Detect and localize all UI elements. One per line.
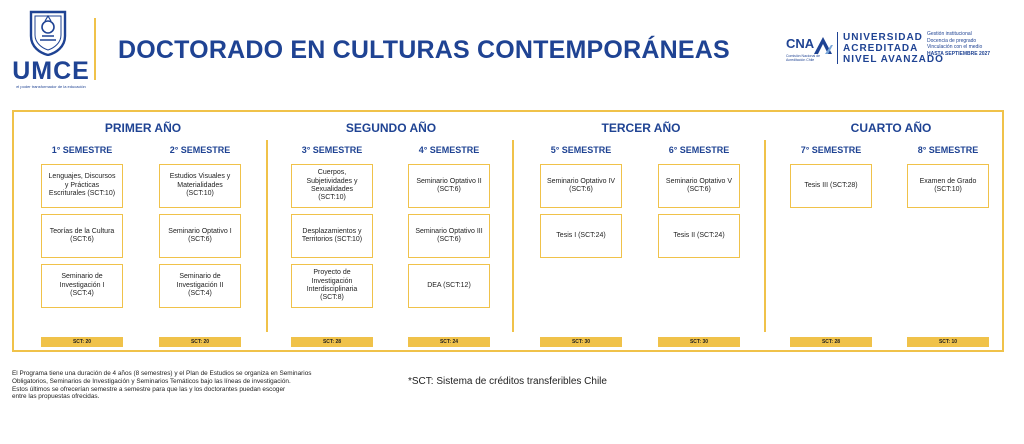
semester-3-sct: SCT: 28 (291, 337, 373, 347)
cna-divider (837, 32, 838, 64)
course-seminario-optativo-4: Seminario Optativo IV (SCT:6) (540, 164, 622, 208)
cna-area-1: Gestión institucional (927, 31, 972, 37)
course-tesis-2: Tesis II (SCT:24) (658, 214, 740, 258)
program-description-line: El Programa tiene una duración de 4 años (8 semestres) y el Plan de Estudios se organiza en Seminarios (12, 370, 312, 377)
year-divider (512, 140, 514, 332)
semester-8-label: 8° SEMESTRE (917, 145, 979, 155)
year-heading-1: PRIMER AÑO (104, 121, 182, 135)
course-tesis-3: Tesis III (SCT:28) (790, 164, 872, 208)
sct-footnote: *SCT: Sistema de créditos transferibles Chile (408, 376, 607, 387)
course-seminario-investigacion-2: Seminario de Investigación II (SCT:4) (159, 264, 241, 308)
course-seminario-optativo-2: Seminario Optativo II (SCT:6) (408, 164, 490, 208)
year-heading-4: CUARTO AÑO (850, 121, 932, 135)
cna-validity: HASTA SEPTIEMBRE 2027 (927, 50, 991, 57)
semester-1-sct: SCT: 20 (41, 337, 123, 347)
semester-3-label: 3° SEMESTRE (301, 145, 363, 155)
semester-2-label: 2° SEMESTRE (169, 145, 231, 155)
page-title: DOCTORADO EN CULTURAS CONTEMPORÁNEAS (118, 36, 730, 64)
program-description-line: Obligatorios, Seminarios de Investigación y Seminarios Temáticos bajo las líneas de investigación. (12, 377, 291, 385)
semester-8-sct: SCT: 10 (907, 337, 989, 347)
program-description-line: Estos últimos se ofrecerían semestre a semestre para que las y los doctorantes puedan escoger (12, 385, 286, 393)
course-seminario-optativo-3: Seminario Optativo III (SCT:6) (408, 214, 490, 258)
semester-1-label: 1° SEMESTRE (51, 145, 113, 155)
header-divider (94, 18, 96, 80)
cna-subtitle: Comisión Nacional de Acreditación Chile (786, 54, 821, 62)
course-estudios-visuales: Estudios Visuales y Materialidades (SCT:10) (159, 164, 241, 208)
year-divider (764, 140, 766, 332)
course-desplazamientos-territorios: Desplazamientos y Territorios (SCT:10) (291, 214, 373, 258)
course-cuerpos-subjetividades: Cuerpos, Subjetividades y Sexualidades (SCT:10) (291, 164, 373, 208)
semester-4-label: 4° SEMESTRE (418, 145, 480, 155)
semester-5-sct: SCT: 30 (540, 337, 622, 347)
cna-chevron-icon (812, 34, 834, 56)
semester-7-label: 7° SEMESTRE (800, 145, 862, 155)
semester-4-sct: SCT: 24 (408, 337, 490, 347)
program-description-line: entre las propuestas ofrecidas. (12, 393, 100, 401)
semester-6-label: 6° SEMESTRE (668, 145, 730, 155)
cna-accreditation-badge (786, 28, 1024, 78)
umce-logo (10, 10, 92, 90)
semester-7-sct: SCT: 28 (790, 337, 872, 347)
cna-line-nivel: NIVEL AVANZADO (843, 54, 944, 65)
year-heading-3: TERCER AÑO (601, 121, 681, 135)
course-proyecto-investigacion: Proyecto de Investigación Interdisciplinaria (SCT:8) (291, 264, 373, 308)
cna-area-2: Docencia de pregrado (927, 37, 977, 44)
logo-text: UMCE (12, 57, 90, 85)
year-divider (266, 140, 268, 332)
course-lenguajes-discursos: Lenguajes, Discursos y Prácticas Escriturales (SCT:10) (41, 164, 123, 208)
program-description (12, 370, 382, 401)
course-seminario-optativo-1: Seminario Optativo I (SCT:6) (159, 214, 241, 258)
logo-tagline: el poder transformador de la educación (16, 84, 86, 89)
semester-6-sct: SCT: 30 (658, 337, 740, 347)
course-dea: DEA (SCT:12) (408, 264, 490, 308)
course-seminario-investigacion-1: Seminario de Investigación I (SCT:4) (41, 264, 123, 308)
cna-line-universidad: UNIVERSIDAD (843, 32, 923, 43)
year-heading-2: SEGUNDO AÑO (345, 121, 437, 135)
semester-5-label: 5° SEMESTRE (550, 145, 612, 155)
course-examen-grado: Examen de Grado (SCT:10) (907, 164, 989, 208)
umce-crest-icon (28, 10, 68, 56)
course-teorias-cultura: Teorías de la Cultura (SCT:6) (41, 214, 123, 258)
cna-mark: CNA (786, 36, 815, 51)
cna-areas (927, 31, 1024, 57)
cna-area-3: Vinculación con el medio (927, 44, 983, 50)
semester-2-sct: SCT: 20 (159, 337, 241, 347)
course-seminario-optativo-5: Seminario Optativo V (SCT:6) (658, 164, 740, 208)
cna-line-acreditada: ACREDITADA (843, 43, 919, 54)
course-tesis-1: Tesis I (SCT:24) (540, 214, 622, 258)
